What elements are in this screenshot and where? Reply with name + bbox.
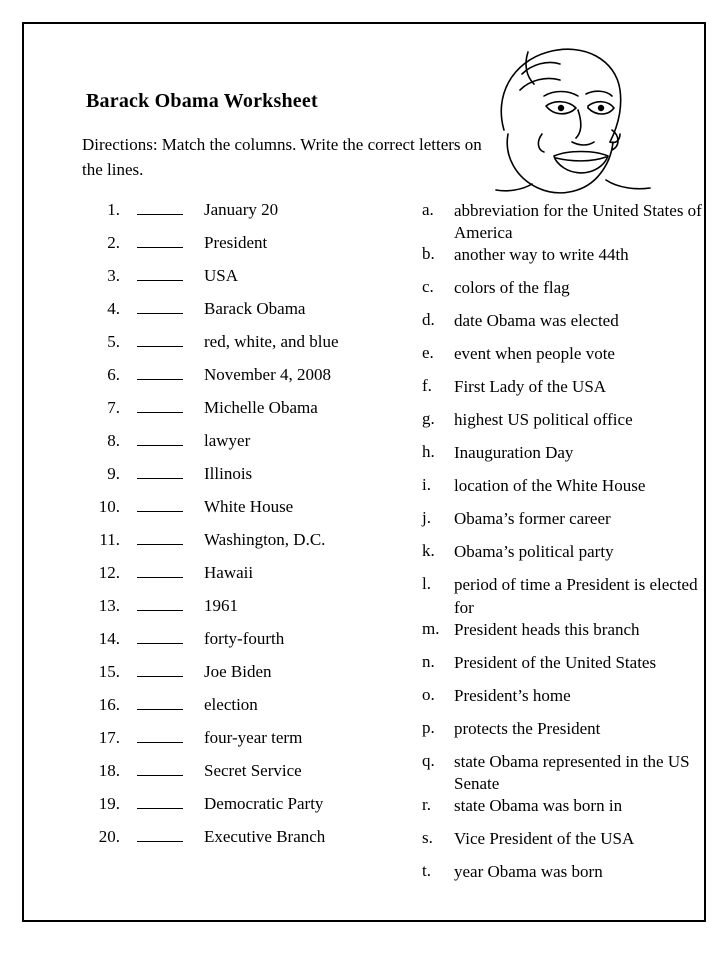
list-item [82, 497, 422, 530]
item-number: 3. [107, 266, 120, 286]
item-letter: m. [422, 618, 440, 638]
answer-blank[interactable] [126, 431, 194, 450]
item-number: 4. [107, 299, 120, 319]
item-number: 2. [107, 233, 120, 253]
answer-blank[interactable] [126, 662, 194, 681]
item-definition: another way to write 44th [454, 245, 629, 265]
item-term: Executive Branch [204, 827, 326, 847]
item-number: 16. [98, 695, 120, 715]
item-term: November 4, 2008 [204, 365, 332, 385]
item-number: 15. [98, 662, 120, 682]
item-term: four-year term [204, 728, 303, 748]
item-number: 19. [98, 794, 120, 814]
item-definition: President’s home [454, 685, 571, 705]
item-definition: Obama’s former career [454, 509, 611, 529]
answer-blank[interactable] [126, 398, 194, 417]
item-letter: t. [422, 860, 431, 880]
definitions-column [422, 200, 712, 894]
item-letter: d. [422, 310, 435, 330]
list-item [422, 861, 712, 894]
item-letter: g. [422, 409, 435, 429]
item-definition: period of time a President is elected for [454, 575, 698, 617]
item-term: Washington, D.C. [204, 530, 326, 550]
item-number: 11. [99, 530, 120, 550]
list-item [82, 464, 422, 497]
obama-face-line-drawing-icon [460, 38, 660, 218]
item-letter: e. [422, 343, 434, 363]
item-term: Michelle Obama [204, 398, 318, 418]
item-letter: r. [422, 794, 431, 814]
list-item [82, 266, 422, 299]
item-definition: First Lady of the USA [454, 377, 607, 397]
item-number: 12. [98, 563, 120, 583]
item-letter: q. [422, 750, 435, 770]
item-definition: Obama’s political party [454, 542, 614, 562]
item-term: Secret Service [204, 761, 302, 781]
item-letter: h. [422, 442, 435, 462]
item-definition: colors of the flag [454, 278, 570, 298]
item-letter: k. [422, 541, 435, 561]
item-definition: Vice President of the USA [454, 828, 635, 848]
list-item [422, 409, 712, 442]
list-item [82, 530, 422, 563]
answer-blank[interactable] [126, 761, 194, 780]
list-item [422, 343, 712, 376]
list-item [82, 365, 422, 398]
list-item [82, 596, 422, 629]
list-item [82, 563, 422, 596]
list-item [422, 277, 712, 310]
list-item [82, 233, 422, 266]
answer-blank[interactable] [126, 200, 194, 219]
item-definition: President of the United States [454, 652, 657, 672]
item-number: 8. [107, 431, 120, 451]
answer-blank[interactable] [126, 827, 194, 846]
list-item [82, 629, 422, 662]
answer-blank[interactable] [126, 299, 194, 318]
matching-columns [82, 200, 702, 894]
item-term: Democratic Party [204, 794, 324, 814]
list-item [422, 376, 712, 409]
item-definition: year Obama was born [454, 861, 603, 881]
item-letter: o. [422, 684, 435, 704]
item-term: White House [204, 497, 294, 517]
item-letter: c. [422, 277, 434, 297]
item-number: 9. [107, 464, 120, 484]
item-letter: l. [422, 574, 431, 594]
list-item [422, 244, 712, 277]
page-title: Barack Obama Worksheet [86, 90, 318, 112]
item-number: 7. [107, 398, 120, 418]
item-term: January 20 [204, 200, 279, 220]
item-definition: event when people vote [454, 344, 615, 364]
item-term: forty-fourth [204, 629, 285, 649]
list-item [422, 685, 712, 718]
list-item [422, 751, 712, 795]
item-number: 20. [98, 827, 120, 847]
item-letter: a. [422, 200, 434, 220]
item-definition: date Obama was elected [454, 311, 619, 331]
list-item [422, 310, 712, 343]
directions-text: Directions: Match the columns. Write the correct letters on the lines. [82, 135, 482, 179]
list-item [82, 794, 422, 827]
list-item [82, 662, 422, 695]
answer-blank[interactable] [126, 794, 194, 813]
item-term: USA [204, 266, 239, 286]
item-term: red, white, and blue [204, 332, 339, 352]
list-item [82, 398, 422, 431]
item-definition: highest US political office [454, 410, 633, 430]
list-item [82, 431, 422, 464]
list-item [422, 652, 712, 685]
item-definition: state Obama represented in the US Senate [454, 751, 690, 793]
item-term: 1961 [204, 596, 238, 616]
answer-blank[interactable] [126, 530, 194, 549]
item-letter: n. [422, 651, 435, 671]
item-letter: i. [422, 475, 431, 495]
list-item [422, 718, 712, 751]
answer-blank[interactable] [126, 728, 194, 747]
list-item [82, 200, 422, 233]
item-definition: President heads this branch [454, 619, 640, 639]
answer-blank[interactable] [126, 464, 194, 483]
item-term: Illinois [204, 464, 253, 484]
answer-blank[interactable] [126, 332, 194, 351]
answer-blank[interactable] [126, 497, 194, 516]
list-item [422, 795, 712, 828]
answer-blank[interactable] [126, 629, 194, 648]
item-number: 10. [98, 497, 120, 517]
answer-blank[interactable] [126, 596, 194, 615]
list-item [422, 475, 712, 508]
item-term: President [204, 233, 268, 253]
item-definition: protects the President [454, 718, 601, 738]
item-letter: f. [422, 376, 432, 396]
list-item [82, 761, 422, 794]
item-number: 13. [98, 596, 120, 616]
list-item [82, 728, 422, 761]
item-term: Joe Biden [204, 662, 272, 682]
answer-blank[interactable] [126, 695, 194, 714]
list-item [422, 828, 712, 861]
terms-column [82, 200, 422, 894]
answer-blank[interactable] [126, 233, 194, 252]
item-number: 1. [107, 200, 120, 220]
list-item [422, 619, 712, 652]
list-item [422, 442, 712, 475]
answer-blank[interactable] [126, 266, 194, 285]
list-item [82, 827, 422, 860]
list-item [82, 695, 422, 728]
item-letter: j. [422, 508, 431, 528]
answer-blank[interactable] [126, 365, 194, 384]
item-term: Hawaii [204, 563, 254, 583]
list-item [422, 574, 712, 618]
answer-blank[interactable] [126, 563, 194, 582]
item-letter: b. [422, 244, 435, 264]
item-definition: Inauguration Day [454, 443, 574, 463]
item-definition: abbreviation for the United States of America [454, 201, 702, 243]
list-item [82, 299, 422, 332]
item-term: election [204, 695, 258, 715]
item-definition: state Obama was born in [454, 795, 623, 815]
item-letter: p. [422, 717, 435, 737]
list-item [422, 541, 712, 574]
item-term: lawyer [204, 431, 251, 451]
item-term: Barack Obama [204, 299, 306, 319]
item-number: 18. [98, 761, 120, 781]
worksheet-content [20, 22, 708, 894]
list-item [422, 508, 712, 541]
item-letter: s. [422, 827, 433, 847]
item-number: 5. [107, 332, 120, 352]
list-item [82, 332, 422, 365]
item-number: 6. [107, 365, 120, 385]
item-number: 17. [98, 728, 120, 748]
item-definition: location of the White House [454, 476, 646, 496]
item-number: 14. [98, 629, 120, 649]
